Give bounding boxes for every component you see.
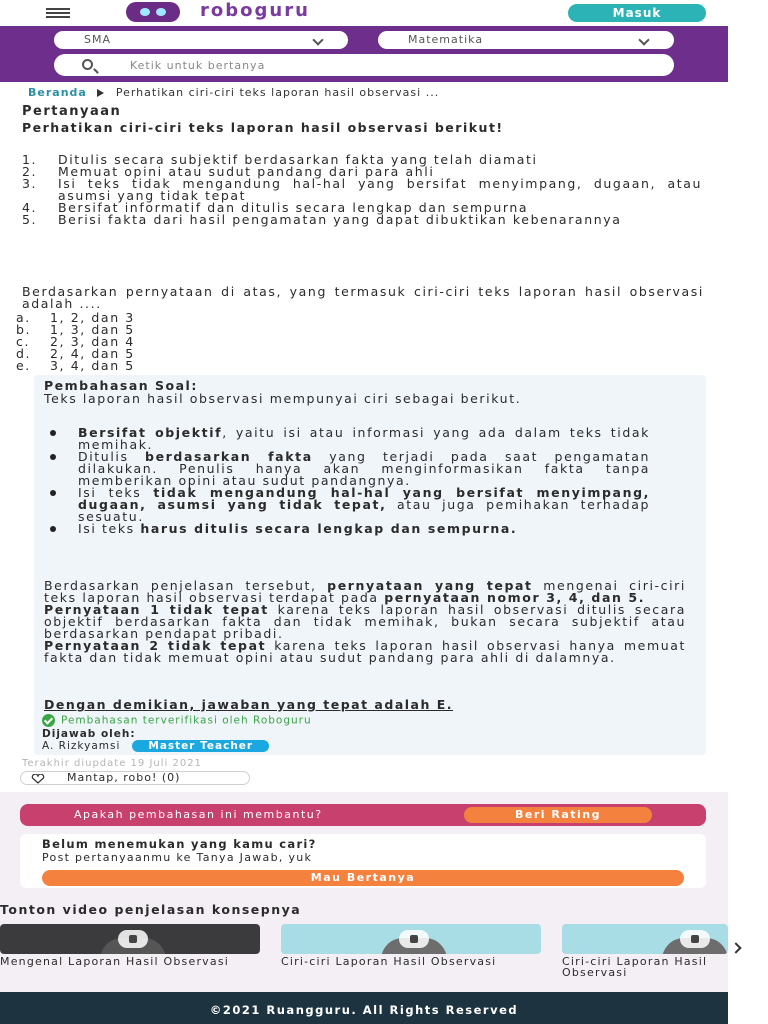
top-bar [0,0,728,26]
lock-icon [680,930,710,948]
ask-card [20,834,706,888]
verified-label: Pembahasan terverifikasi oleh Roboguru [42,714,312,727]
lock-icon [118,930,148,948]
answer-option: c. 2, 3, dan 4 [16,334,135,349]
video-title[interactable]: Mengenal Laporan Hasil Observasi [0,955,230,968]
final-answer: Dengan demikian, jawaban yang tepat adalah E. [44,697,454,712]
like-label: Mantap, robo! (0) [67,771,181,784]
answer-option: a. 1, 2, dan 3 [16,310,135,325]
search-icon[interactable] [82,59,93,70]
characteristic-item: Bersifat objektif, yaitu isi atau informasi yang ada dalam teks tidak memihak. [46,427,650,451]
characteristic-item: Ditulis berdasarkan fakta yang terjadi pada saat pengamatan dilakukan. Penulis hanya akan menginformasikan fakta tanpa memberikan opini atau sudut pandangnya. [46,451,650,487]
characteristic-item: Isi teks harus ditulis secara lengkap dan sempurna. [46,523,650,535]
answerer-name: A. Rizkyamsi [42,740,121,752]
discussion-title: Pembahasan Soal: [44,378,198,393]
answer-options [16,312,135,372]
rating-banner [20,804,706,826]
arrow-right-icon [97,89,104,97]
question-prompt: Berdasarkan pernyataan di atas, yang termasuk ciri-ciri teks laporan hasil observasi adalah .... [22,284,704,311]
bullet-icon [46,451,78,487]
heart-icon [31,774,45,782]
answer-option: e. 3, 4, dan 5 [16,358,135,373]
ask-title: Belum menemukan yang kamu cari? [42,837,317,851]
login-button[interactable]: Masuk [568,4,706,22]
updated-timestamp: Terakhir diupdate 19 Juli 2021 [22,758,202,769]
ask-question-button[interactable]: Mau Bertanya [42,870,684,886]
breadcrumb-current: Perhatikan ciri-ciri teks laporan hasil observasi ... [115,86,440,99]
video-heading: Tonton video penjelasan konsepnya [0,902,302,917]
question-label: Pertanyaan [22,104,122,119]
answer-option: b. 1, 3, dan 5 [16,322,135,337]
brand-name[interactable]: roboguru [200,0,310,21]
search-input[interactable] [130,54,650,76]
statement-item: 2. Memuat opini atau sudut pandang dari para ahli [22,164,435,179]
discussion-conclusion: Berdasarkan penjelasan tersebut, pernyataan yang tepat mengenai ciri-ciri teks laporan hasil observasi terdapat pada pernyataan nomor 3, 4, dan 5. Pernyataan 1 tidak tepat karena teks laporan hasil observasi ditulis secara objektif berdasarkan fakta dan tidak memihak, bukan secara subjektif atau berdasarkan pendapat pribadi. Pernyataan 2 tidak tepat karena teks laporan hasil observasi hanya memuat fakta dan tidak memuat opini atau sudut pandang para ahli di dalamnya. [44,578,687,665]
answered-by-label: Dijawab oleh: [42,728,136,740]
subject-select-value: Matematika [408,33,484,46]
robot-logo-icon[interactable] [126,2,180,22]
chevron-down-icon [638,34,649,45]
characteristic-list [46,427,650,535]
grade-select[interactable] [54,31,348,49]
breadcrumb [28,86,439,99]
statement-item: 3. Isi teks tidak mengandung hal-hal yang bersifat menyimpang, dugaan, atau asumsi yang tidak tepat [22,176,702,203]
subject-select[interactable] [378,31,674,49]
video-thumbnail[interactable] [0,924,260,954]
bullet-icon [46,427,78,451]
grade-select-value: SMA [84,33,111,46]
rating-question: Apakah pembahasan ini membantu? [74,808,323,821]
ask-subtitle: Post pertanyaanmu ke Tanya Jawab, yuk [42,851,313,864]
statement-item: 4. Bersifat informatif dan ditulis secara lengkap dan sempurna [22,200,529,215]
bullet-icon [46,487,78,523]
video-thumbnail[interactable] [281,924,541,954]
chevron-down-icon [312,34,323,45]
filter-header [0,26,728,82]
answerer [42,740,269,752]
characteristic-item: Isi teks tidak mengandung hal-hal yang bersifat menyimpang, dugaan, asumsi yang tidak tepat, atau juga pemihakan terhadap sesuatu. [46,487,650,523]
like-button[interactable] [20,771,250,785]
video-thumbnail[interactable] [562,924,728,954]
lock-icon [399,930,429,948]
master-teacher-badge: Master Teacher [132,740,269,752]
answer-option: d. 2, 4, dan 5 [16,346,135,361]
discussion-intro: Teks laporan hasil observasi mempunyai ciri sebagai berikut. [44,391,522,406]
video-title[interactable]: Ciri-ciri Laporan Hasil Observasi [562,956,708,978]
check-circle-icon [42,714,55,727]
footer: ©2021 Ruangguru. All Rights Reserved [0,992,728,1024]
search-bar [54,54,674,76]
hamburger-menu-icon[interactable] [46,8,70,18]
bullet-icon [46,523,78,535]
discussion-card [34,375,706,755]
question-title: Perhatikan ciri-ciri teks laporan hasil observasi berikut! [22,120,504,135]
chevron-right-icon[interactable] [730,942,741,953]
breadcrumb-home-link[interactable]: Beranda [28,86,87,99]
video-title[interactable]: Ciri-ciri Laporan Hasil Observasi [281,955,497,968]
statement-list [22,154,702,226]
statement-item: 5. Berisi fakta dari hasil pengamatan yang dapat dibuktikan kebenarannya [22,212,622,227]
statement-item: 1. Ditulis secara subjektif berdasarkan fakta yang telah diamati [22,152,538,167]
rate-button[interactable]: Beri Rating [464,807,652,823]
